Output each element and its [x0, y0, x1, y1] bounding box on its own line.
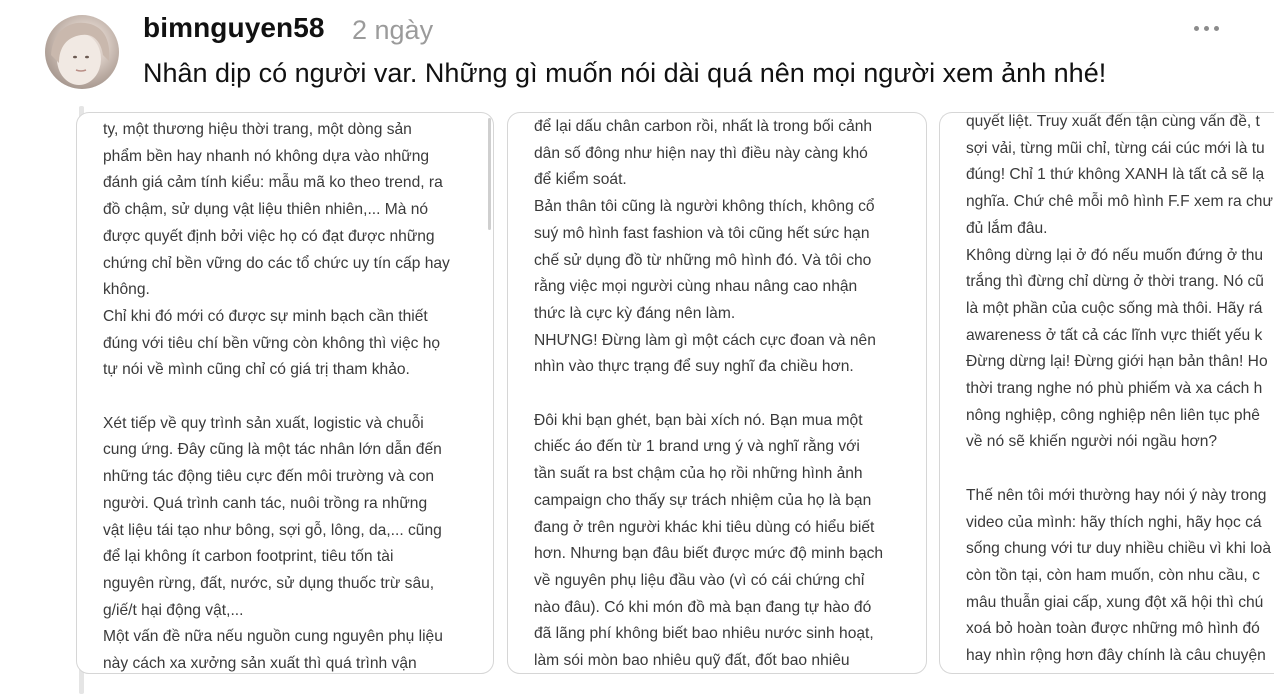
author-username[interactable]: bimnguyen58 — [143, 12, 325, 43]
post-timestamp: 2 ngày — [352, 15, 434, 45]
avatar[interactable] — [45, 15, 119, 89]
image-text: để lại dấu chân carbon rồi, nhất là trong bối cảnh dân số đông như hiện nay thì điều này càng khó để kiểm soát. Bản thân tôi cũng là người không thích, không cổ suý mô hình fast fashion và tôi cũng hết sức hạn chế sử dụng đồ từ những mô hình đó. Và tôi cho rằng việc mọi người cùng nhau nâng cao nhận thức là cực kỳ đáng nên làm. NHƯNG! Đừng làm gì một cách cực đoan và nên nhìn vào thực trạng để suy nghĩ đa chiều hơn. Đôi khi bạn ghét, bạn bài xích nó. Bạn mua một chiếc áo đến từ 1 brand ưng ý và nghĩ rằng với tần suất ra bst chậm của họ rồi những hình ảnh campaign cho thấy sự trách nhiệm của họ là bạn đang ở trên người khác khi tiêu dùng có hiểu biết hơn. Nhưng bạn đâu biết được mức độ minh bạch về nguyên phụ liệu đầu vào (vì có cái chứng chỉ nào đâu). Có khi món đồ mà bạn đang tự hào đó đã lãng phí không biết bao nhiêu nước sinh hoạt, làm sói mòn bao nhiêu quỹ đất, đốt bao nhiêu — [534, 118, 884, 670]
post-caption: Nhân dịp có người var. Những gì muốn nói dài quá nên mọi người xem ảnh nhé! — [143, 58, 1107, 88]
attached-image-3[interactable] — [939, 112, 1274, 674]
image-text: quyết liệt. Truy xuất đến tận cùng vấn đề, t sợi vải, từng mũi chỉ, từng cái cúc mới là tu đúng! Chỉ 1 thứ không XANH là tất cả sẽ lạ nghĩa. Chứ chê mỗi mô hình F.F xem ra chư đủ lắm đâu. Không dừng lại ở đó nếu muốn đứng ở thu trắng thì đừng chỉ dừng ở thời trang. Nó cũ là một phần của cuộc sống mà thôi. Hãy rá awareness ở tất cả các lĩnh vực thiết yếu k Đừng dừng lại! Đừng giới hạn bản thân! Ho thời trang nghe nó phù phiếm và xa cách h nông nghiệp, công nghiệp nên liên tục phê về nó sẽ khiến người nói ngầu hơn? Thế nên tôi mới thường hay nói ý này trong video của mình: hãy thích nghi, hãy học cá sống chung với tư duy nhiều chiều vì khi loà còn tồn tại, còn ham muốn, còn nhu cầu, c mâu thuẫn giai cấp, xung đột xã hội thì chú xoá bỏ hoàn toàn được những mô hình đó hay nhìn rộng hơn đây chính là câu chuyện — [966, 113, 1273, 665]
image-text: ty, một thương hiệu thời trang, một dòng sản phẩm bền hay nhanh nó không dựa vào những đánh giá cảm tính kiểu: mẫu mã ko theo trend, ra đồ chậm, sử dụng vật liệu thiên nhiên,... Mà nó được quyết định bởi việc họ có đạt được những chứng chỉ bền vững do các tổ chức uy tín cấp hay không. Chỉ khi đó mới có được sự minh bạch cần thiết đúng với tiêu chí bền vững còn không thì việc họ tự nói về mình cũng chỉ có giá trị tham khảo. Xét tiếp về quy trình sản xuất, logistic và chuỗi cung ứng. Đây cũng là một tác nhân lớn dẫn đến những tác động tiêu cực đến môi trường và con người. Quá trình canh tác, nuôi trồng ra những vật liệu tái tạo như bông, sợi gỗ, lông, da,... cũng để lại không ít carbon footprint, tiêu tốn tài nguyên rừng, đất, nước, sử dụng thuốc trừ sâu, g/iế/t hại động vật,... Một vấn đề nữa nếu nguồn cung nguyên phụ liệu này cách xa xưởng sản xuất thì quá trình vận — [103, 121, 450, 673]
attached-image-2[interactable] — [507, 112, 927, 674]
image-scrollbar[interactable] — [488, 118, 491, 230]
avatar-photo-icon — [45, 15, 119, 89]
attached-image-1[interactable] — [76, 112, 494, 674]
more-options-icon[interactable] — [1194, 18, 1224, 38]
